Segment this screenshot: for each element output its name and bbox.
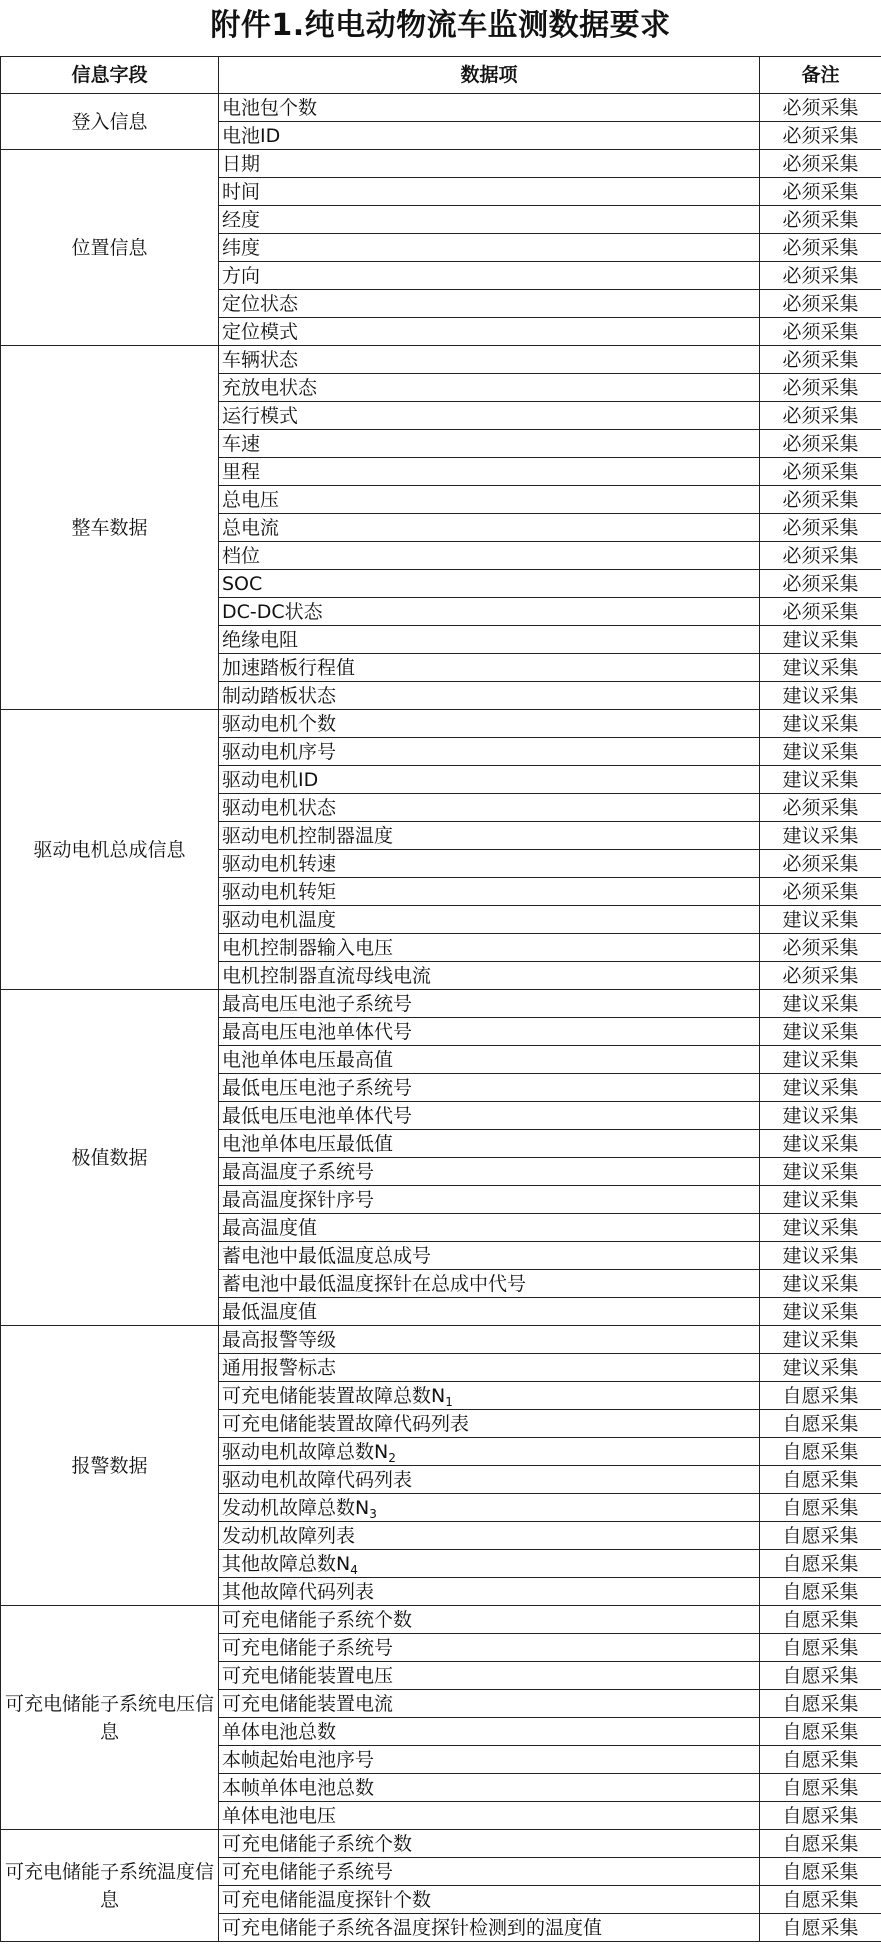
table-row bbox=[1, 990, 881, 1018]
requirement-note: 建议采集 bbox=[760, 682, 881, 710]
data-item-text: 本帧起始电池序号 bbox=[222, 1748, 375, 1771]
table-header-row bbox=[1, 57, 881, 94]
data-item bbox=[219, 1130, 760, 1158]
data-item-subscript: 4 bbox=[350, 1562, 358, 1577]
data-requirements-table bbox=[0, 56, 881, 1942]
data-item-text: 本帧单体电池总数 bbox=[222, 1776, 375, 1799]
data-item bbox=[219, 878, 760, 906]
requirement-note: 自愿采集 bbox=[760, 1802, 881, 1830]
data-item bbox=[219, 1102, 760, 1130]
data-item bbox=[219, 1886, 760, 1914]
requirement-note: 建议采集 bbox=[760, 710, 881, 738]
data-item-text: 可充电储能子系统各温度探针检测到的温度值 bbox=[222, 1916, 603, 1939]
data-item bbox=[219, 1046, 760, 1074]
requirement-note: 必须采集 bbox=[760, 794, 881, 822]
data-item bbox=[219, 654, 760, 682]
data-item-text: 车速 bbox=[222, 432, 261, 455]
table-row bbox=[1, 94, 881, 122]
data-item bbox=[219, 1606, 760, 1634]
requirement-note: 自愿采集 bbox=[760, 1410, 881, 1438]
requirement-note: 建议采集 bbox=[760, 1130, 881, 1158]
requirement-note: 必须采集 bbox=[760, 402, 881, 430]
requirement-note: 自愿采集 bbox=[760, 1494, 881, 1522]
data-item-text: 最高电压电池单体代号 bbox=[222, 1020, 413, 1043]
data-item bbox=[219, 94, 760, 122]
data-item bbox=[219, 794, 760, 822]
requirement-note: 自愿采集 bbox=[760, 1606, 881, 1634]
data-item-text: 电池包个数 bbox=[222, 96, 318, 119]
header-item: 数据项 bbox=[219, 57, 760, 94]
data-item-text: 定位模式 bbox=[222, 320, 299, 343]
data-item bbox=[219, 906, 760, 934]
data-item bbox=[219, 1718, 760, 1746]
data-item-text: 发动机故障总数N bbox=[222, 1496, 370, 1519]
data-item-text: 驱动电机故障代码列表 bbox=[222, 1468, 413, 1491]
table-row bbox=[1, 150, 881, 178]
data-item-text: 可充电储能温度探针个数 bbox=[222, 1888, 432, 1911]
data-item-text: 定位状态 bbox=[222, 292, 299, 315]
data-item bbox=[219, 374, 760, 402]
group-name: 登入信息 bbox=[1, 94, 219, 150]
data-item bbox=[219, 458, 760, 486]
data-item-text: 方向 bbox=[222, 264, 261, 287]
data-item bbox=[219, 682, 760, 710]
requirement-note: 必须采集 bbox=[760, 850, 881, 878]
requirement-note: 必须采集 bbox=[760, 542, 881, 570]
data-item bbox=[219, 1270, 760, 1298]
requirement-note: 建议采集 bbox=[760, 1270, 881, 1298]
requirement-note: 必须采集 bbox=[760, 458, 881, 486]
data-item bbox=[219, 1382, 760, 1410]
data-item-text: 电机控制器输入电压 bbox=[222, 936, 394, 959]
data-item-text: 绝缘电阻 bbox=[222, 628, 299, 651]
requirement-note: 自愿采集 bbox=[760, 1662, 881, 1690]
data-item bbox=[219, 1186, 760, 1214]
table-row bbox=[1, 346, 881, 374]
data-item-text: 可充电储能子系统号 bbox=[222, 1636, 394, 1659]
data-item-text: 加速踏板行程值 bbox=[222, 656, 356, 679]
data-item-text: 最高温度探针序号 bbox=[222, 1188, 375, 1211]
data-item bbox=[219, 1018, 760, 1046]
data-item bbox=[219, 1494, 760, 1522]
requirement-note: 建议采集 bbox=[760, 1214, 881, 1242]
requirement-note: 自愿采集 bbox=[760, 1914, 881, 1942]
data-item-text: 里程 bbox=[222, 460, 261, 483]
data-item-text: 驱动电机转矩 bbox=[222, 880, 337, 903]
data-item-text: 最低电压电池子系统号 bbox=[222, 1076, 413, 1099]
data-item-text: 驱动电机控制器温度 bbox=[222, 824, 394, 847]
data-item-text: 运行模式 bbox=[222, 404, 299, 427]
requirement-note: 建议采集 bbox=[760, 1074, 881, 1102]
data-item-text: 驱动电机转速 bbox=[222, 852, 337, 875]
data-item-text: 通用报警标志 bbox=[222, 1356, 337, 1379]
document-title: 附件1.纯电动物流车监测数据要求 bbox=[210, 8, 671, 43]
requirement-note: 建议采集 bbox=[760, 766, 881, 794]
table-row bbox=[1, 1830, 881, 1858]
requirement-note: 自愿采集 bbox=[760, 1690, 881, 1718]
data-item-text: 制动踏板状态 bbox=[222, 684, 337, 707]
data-item bbox=[219, 1774, 760, 1802]
data-item-text: 电池单体电压最高值 bbox=[222, 1048, 394, 1071]
data-item bbox=[219, 1354, 760, 1382]
data-item bbox=[219, 990, 760, 1018]
data-item-subscript: 2 bbox=[388, 1450, 396, 1465]
group-name: 驱动电机总成信息 bbox=[1, 710, 219, 990]
table-row bbox=[1, 710, 881, 738]
data-item-text: 驱动电机ID bbox=[222, 768, 319, 791]
data-item-text: 可充电储能装置故障总数N bbox=[222, 1384, 446, 1407]
data-item-text: 可充电储能子系统个数 bbox=[222, 1608, 413, 1631]
data-item-subscript: 1 bbox=[445, 1394, 453, 1409]
data-item-text: 可充电储能子系统号 bbox=[222, 1860, 394, 1883]
data-item bbox=[219, 430, 760, 458]
data-item bbox=[219, 290, 760, 318]
requirement-note: 自愿采集 bbox=[760, 1746, 881, 1774]
data-item bbox=[219, 206, 760, 234]
data-item-text: 最低温度值 bbox=[222, 1300, 318, 1323]
requirement-note: 必须采集 bbox=[760, 934, 881, 962]
data-item bbox=[219, 738, 760, 766]
table-body bbox=[1, 94, 881, 1942]
data-item bbox=[219, 1242, 760, 1270]
requirement-note: 必须采集 bbox=[760, 262, 881, 290]
requirement-note: 必须采集 bbox=[760, 94, 881, 122]
requirement-note: 自愿采集 bbox=[760, 1858, 881, 1886]
data-item bbox=[219, 598, 760, 626]
requirement-note: 必须采集 bbox=[760, 122, 881, 150]
requirement-note: 自愿采集 bbox=[760, 1830, 881, 1858]
data-item bbox=[219, 1578, 760, 1606]
data-item bbox=[219, 962, 760, 990]
group-name: 位置信息 bbox=[1, 150, 219, 346]
data-item bbox=[219, 1802, 760, 1830]
data-item-text: 档位 bbox=[222, 544, 261, 567]
data-item-text: 充放电状态 bbox=[222, 376, 318, 399]
data-item bbox=[219, 402, 760, 430]
requirement-note: 必须采集 bbox=[760, 486, 881, 514]
data-item-text: 最高报警等级 bbox=[222, 1328, 337, 1351]
requirement-note: 必须采集 bbox=[760, 514, 881, 542]
data-item bbox=[219, 1438, 760, 1466]
data-item bbox=[219, 262, 760, 290]
data-item-text: 总电流 bbox=[222, 516, 280, 539]
data-item bbox=[219, 1074, 760, 1102]
data-item bbox=[219, 1830, 760, 1858]
data-item-text: DC-DC状态 bbox=[222, 600, 323, 623]
data-item-text: 最高温度值 bbox=[222, 1216, 318, 1239]
group-name: 可充电储能子系统温度信息 bbox=[1, 1830, 219, 1942]
data-item bbox=[219, 1634, 760, 1662]
requirement-note: 自愿采集 bbox=[760, 1634, 881, 1662]
data-item bbox=[219, 1158, 760, 1186]
requirement-note: 建议采集 bbox=[760, 906, 881, 934]
data-item-text: 蓄电池中最低温度总成号 bbox=[222, 1244, 432, 1267]
data-item bbox=[219, 150, 760, 178]
data-item bbox=[219, 1746, 760, 1774]
data-item-text: 蓄电池中最低温度探针在总成中代号 bbox=[222, 1272, 527, 1295]
requirement-note: 建议采集 bbox=[760, 626, 881, 654]
requirement-note: 自愿采集 bbox=[760, 1466, 881, 1494]
data-item-text: 驱动电机温度 bbox=[222, 908, 337, 931]
requirement-note: 自愿采集 bbox=[760, 1550, 881, 1578]
requirement-note: 建议采集 bbox=[760, 738, 881, 766]
table-row bbox=[1, 1326, 881, 1354]
data-item-subscript: 3 bbox=[369, 1506, 377, 1521]
requirement-note: 必须采集 bbox=[760, 374, 881, 402]
data-item bbox=[219, 1858, 760, 1886]
requirement-note: 必须采集 bbox=[760, 318, 881, 346]
data-item-text: 可充电储能装置电流 bbox=[222, 1692, 394, 1715]
data-item bbox=[219, 542, 760, 570]
data-item-text: 车辆状态 bbox=[222, 348, 299, 371]
data-item bbox=[219, 850, 760, 878]
data-item-text: 经度 bbox=[222, 208, 261, 231]
header-field: 信息字段 bbox=[1, 57, 219, 94]
data-item bbox=[219, 1522, 760, 1550]
data-item-text: 发动机故障列表 bbox=[222, 1524, 356, 1547]
requirement-note: 必须采集 bbox=[760, 206, 881, 234]
data-item bbox=[219, 1550, 760, 1578]
requirement-note: 必须采集 bbox=[760, 570, 881, 598]
data-item-text: 驱动电机故障总数N bbox=[222, 1440, 389, 1463]
requirement-note: 建议采集 bbox=[760, 1102, 881, 1130]
requirement-note: 必须采集 bbox=[760, 598, 881, 626]
requirement-note: 必须采集 bbox=[760, 430, 881, 458]
requirement-note: 自愿采集 bbox=[760, 1382, 881, 1410]
data-item-text: 电池单体电压最低值 bbox=[222, 1132, 394, 1155]
requirement-note: 自愿采集 bbox=[760, 1438, 881, 1466]
data-item bbox=[219, 1914, 760, 1942]
data-item-text: 单体电池总数 bbox=[222, 1720, 337, 1743]
data-item bbox=[219, 1690, 760, 1718]
data-item bbox=[219, 514, 760, 542]
data-item bbox=[219, 934, 760, 962]
data-item-text: 纬度 bbox=[222, 236, 261, 259]
requirement-note: 自愿采集 bbox=[760, 1718, 881, 1746]
requirement-note: 自愿采集 bbox=[760, 1578, 881, 1606]
requirement-note: 自愿采集 bbox=[760, 1522, 881, 1550]
requirement-note: 必须采集 bbox=[760, 962, 881, 990]
data-item bbox=[219, 1662, 760, 1690]
group-name: 整车数据 bbox=[1, 346, 219, 710]
data-item bbox=[219, 626, 760, 654]
data-item-text: 可充电储能装置电压 bbox=[222, 1664, 394, 1687]
data-item bbox=[219, 178, 760, 206]
data-item-text: 其他故障总数N bbox=[222, 1552, 351, 1575]
requirement-note: 必须采集 bbox=[760, 150, 881, 178]
group-name: 极值数据 bbox=[1, 990, 219, 1326]
data-item bbox=[219, 486, 760, 514]
data-item-text: 电机控制器直流母线电流 bbox=[222, 964, 432, 987]
data-item bbox=[219, 822, 760, 850]
requirement-note: 自愿采集 bbox=[760, 1886, 881, 1914]
requirement-note: 建议采集 bbox=[760, 1242, 881, 1270]
data-item bbox=[219, 122, 760, 150]
data-item-text: 单体电池电压 bbox=[222, 1804, 337, 1827]
data-item-text: 可充电储能装置故障代码列表 bbox=[222, 1412, 470, 1435]
requirement-note: 建议采集 bbox=[760, 1018, 881, 1046]
requirement-note: 建议采集 bbox=[760, 1298, 881, 1326]
data-item-text: 最低电压电池单体代号 bbox=[222, 1104, 413, 1127]
data-item bbox=[219, 570, 760, 598]
data-item bbox=[219, 1214, 760, 1242]
requirement-note: 自愿采集 bbox=[760, 1774, 881, 1802]
data-item bbox=[219, 766, 760, 794]
requirement-note: 必须采集 bbox=[760, 878, 881, 906]
data-item bbox=[219, 1298, 760, 1326]
data-item bbox=[219, 1326, 760, 1354]
group-name: 可充电储能子系统电压信息 bbox=[1, 1606, 219, 1830]
requirement-note: 建议采集 bbox=[760, 1046, 881, 1074]
requirement-note: 必须采集 bbox=[760, 346, 881, 374]
table-row bbox=[1, 1606, 881, 1634]
data-item-text: 最高温度子系统号 bbox=[222, 1160, 375, 1183]
data-item bbox=[219, 1410, 760, 1438]
data-item-text: 时间 bbox=[222, 180, 261, 203]
requirement-note: 建议采集 bbox=[760, 1354, 881, 1382]
header-note: 备注 bbox=[760, 57, 881, 94]
data-item-text: 日期 bbox=[222, 152, 261, 175]
requirement-note: 建议采集 bbox=[760, 990, 881, 1018]
data-item bbox=[219, 1466, 760, 1494]
data-item bbox=[219, 318, 760, 346]
data-item-text: 其他故障代码列表 bbox=[222, 1580, 375, 1603]
data-item bbox=[219, 710, 760, 738]
data-item-text: 驱动电机状态 bbox=[222, 796, 337, 819]
requirement-note: 建议采集 bbox=[760, 654, 881, 682]
requirement-note: 必须采集 bbox=[760, 234, 881, 262]
data-item-text: SOC bbox=[222, 572, 263, 595]
data-item-text: 电池ID bbox=[222, 124, 281, 147]
requirement-note: 建议采集 bbox=[760, 1186, 881, 1214]
data-item-text: 驱动电机个数 bbox=[222, 712, 337, 735]
data-item-text: 可充电储能子系统个数 bbox=[222, 1832, 413, 1855]
data-item-text: 驱动电机序号 bbox=[222, 740, 337, 763]
group-name: 报警数据 bbox=[1, 1326, 219, 1606]
data-item bbox=[219, 346, 760, 374]
requirement-note: 建议采集 bbox=[760, 1326, 881, 1354]
requirement-note: 建议采集 bbox=[760, 1158, 881, 1186]
data-item-text: 最高电压电池子系统号 bbox=[222, 992, 413, 1015]
requirement-note: 建议采集 bbox=[760, 822, 881, 850]
requirement-note: 必须采集 bbox=[760, 178, 881, 206]
data-item bbox=[219, 234, 760, 262]
data-item-text: 总电压 bbox=[222, 488, 280, 511]
requirement-note: 必须采集 bbox=[760, 290, 881, 318]
